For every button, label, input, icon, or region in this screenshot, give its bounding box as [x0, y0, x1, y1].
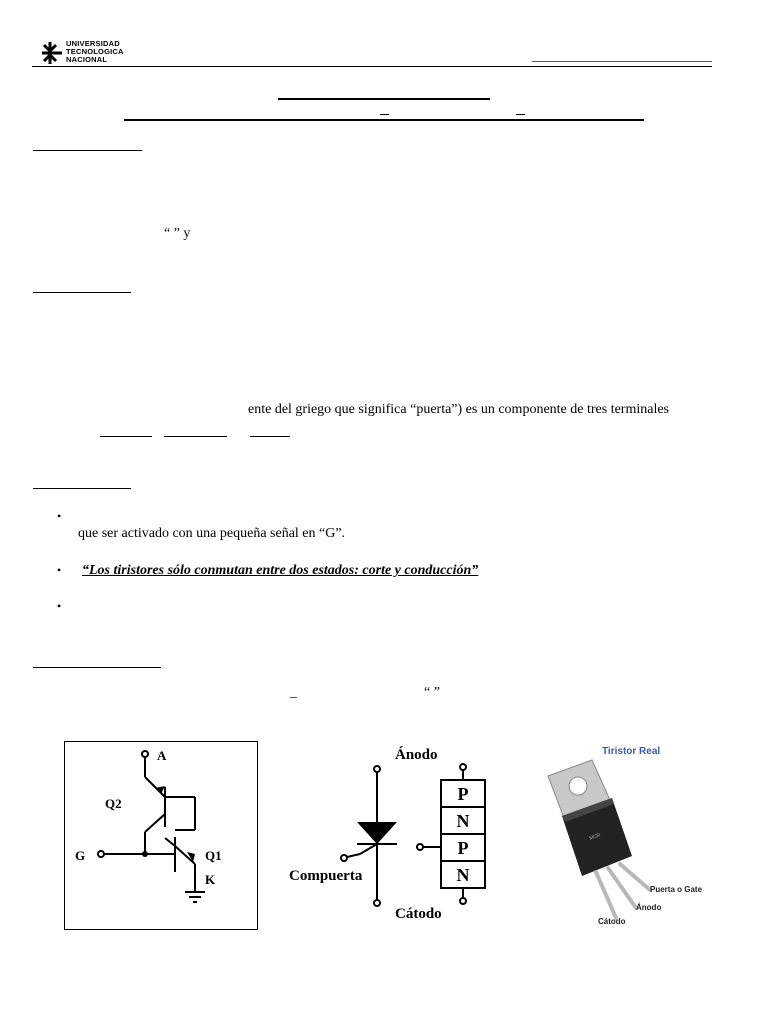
title-underline-2 [124, 119, 644, 121]
title-dash-2 [516, 114, 525, 115]
bullet-1: • [57, 509, 62, 523]
bullet-3: • [57, 599, 62, 613]
figure-transistor-equivalent [64, 741, 258, 930]
bullet-2-text: “Los tiristores sólo conmutan entre dos estados: corte y conducción” [82, 563, 479, 578]
title-dash-1 [380, 114, 389, 115]
university-name: UNIVERSIDAD TECNOLOGICA NACIONAL [66, 39, 124, 64]
label-a: A [157, 748, 167, 763]
utn-logo-icon [42, 42, 64, 64]
paragraph-underline-3 [250, 436, 290, 437]
figure-scr-symbol [285, 740, 500, 930]
title-underline-1 [278, 98, 490, 100]
figure-real-thyristor-photo [540, 738, 715, 928]
label-photo-catodo: Cátodo [598, 917, 626, 926]
layer-2: N [456, 811, 470, 831]
section2-heading-underline [33, 292, 131, 293]
label-catodo: Cátodo [395, 906, 442, 922]
paragraph-underline-1 [100, 436, 152, 437]
label-k: K [205, 872, 216, 887]
bullet-2: • [57, 563, 62, 577]
section4-dash: _ [290, 685, 297, 700]
section2-paragraph-line1: ente del griego que significa “puerta”) es un componente de tres terminales [248, 402, 669, 417]
header-rule [32, 66, 712, 67]
section4-heading-underline [33, 667, 161, 668]
section1-heading-underline [33, 150, 142, 151]
section4-quotes: “ ” [424, 685, 440, 700]
photo-title: Tiristor Real [602, 746, 661, 757]
section1-quote-text: “ ” y [164, 226, 191, 241]
bullet-1-line2: que ser activado con una pequeña señal en “G”. [78, 526, 346, 541]
label-gate: Puerta o Gate [650, 885, 703, 894]
label-g: G [75, 848, 86, 863]
header-link[interactable] [532, 61, 712, 62]
layer-4: N [456, 865, 470, 885]
paragraph-underline-2 [164, 436, 227, 437]
label-q1: Q1 [205, 848, 222, 863]
label-anodo: Ánodo [395, 747, 438, 763]
section3-heading-underline [33, 488, 131, 489]
layer-1: P [457, 784, 469, 804]
transistor-circuit-diagram [65, 742, 257, 929]
label-photo-anodo: Ánodo [636, 903, 662, 912]
layer-3: P [457, 838, 469, 858]
label-q2: Q2 [105, 796, 122, 811]
label-compuerta: Compuerta [289, 868, 363, 884]
svg-text:MCR: MCR [588, 832, 602, 842]
